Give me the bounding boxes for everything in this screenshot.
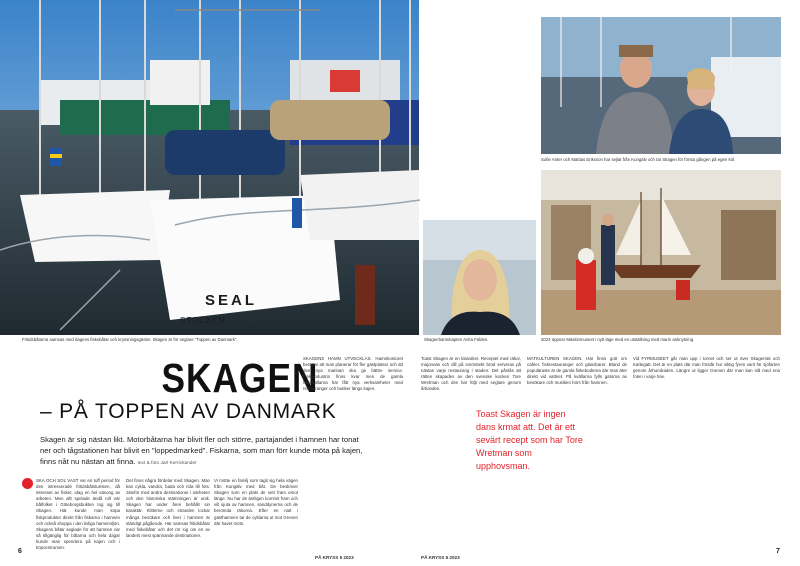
pull-quote: Toast Skagen är ingen dans krmat att. Det är ett sevärt recept som har Tore Wretman som upphovsman. [472, 405, 590, 476]
marina-photo [0, 0, 419, 335]
body-column-4: SKAGENS HAMN UTVECKLAS. Hamnkontoret berättar att man planerar för fler gästplatser och att den nya marinan ska ge bättre service. Fiskeindustrin finns kvar men de gamla fiskehallarna har fått nya verksamheter med restauranger och butiker längs kajen. [303, 356, 403, 392]
body-column-1: SKA OCH SOL VAST var en tuff period för den intresserade fritidsbåtsturisten, då intresset av fisket, idag en hel säsong av arbeten. Men allt spelade ändå roll när båtfolket i Göteborgsbukten tog sig till Skagen. Här kunde man köpa fiskprodukter direkt från fiskarna i hamnen och också shoppa i den livliga hamnmiljön. Skagens båtar seglade för att hamnen var så tillgänglig för båtarna och hela dagar kunde man spendera på kajen och i köpcentrumen. [36, 478, 120, 551]
headline: SKAGEN [161, 355, 319, 401]
page-number-left: 6 [18, 548, 22, 555]
subheadline: – PÅ TOPPEN AV DANMARK [40, 400, 337, 423]
lead-text: Skagen är sig nästan likt. Motorbåtarna har blivit fler och större, partajandet i hamnen har tonat ner och tågstationen har blivit en "loppedmarked". Fiskarna, som man förr kunde möta på kajen, finns nåt nu nästan att finna. [40, 435, 363, 466]
body-column-6: MATKULTUREN SKAGEN. Här finns gott om caféer, fiskrestauranger och glassbarer. Bland de populäraste är de gamla fiskeboderna där man äter direkt vid vattnet. På kvällarna fylls gatorna av besökare och musiken hörs från hamnen. [527, 356, 627, 386]
couple-photo-caption: Sofie Anter och Mattias Eriksson har sejlat från Kungälv och tar Skagen för första gången på egen köl. [541, 157, 736, 162]
magazine-logo-icon [22, 478, 33, 489]
body-column-3: Vi mötte en familj som tagit sig hela vägen från Kungälv med båt. De beskriver Skagen som en plats de sett fram emot länge. Nu har de äntligen kommit fram och vill njuta av hamnen, sanddynerna och de berömda räkorna. Efter en natt i gästhamnen tar de cyklarna ut mot Grenen där havet möts. [214, 478, 298, 526]
byline: text & foto Jarl Kerrickander [137, 461, 197, 466]
footer-magazine-left: PÅ KRYSS 5 2023 [315, 555, 354, 560]
museum-interior-photo [541, 170, 781, 335]
body-column-7: Vid FYRMUSEET går man upp i tornet och ser ut över Skagerrak och Kattegatt. Det är en plats där man förstår hur viktig fyren varit för sjöfarten genom århundraden. Längre ut ligger Grenen där man kan stå med ena foten i varje hav. [633, 356, 780, 380]
svg-text:STOCKEN: STOCKEN [180, 316, 226, 325]
main-photo-caption: Fritidsbåtarna samsas med dagens fiskebåtar och kryssningsgäster. Skagen är för seglare "Toppen av Danmark". [22, 337, 238, 342]
body-column-5: Toast Skagen är en klassiker. Receptet med räkor, majonnäs och dill på smörstekt bröd serveras på nästan varje restaurang i staden. Det påstås att rätten skapades av den svenske kocken Tore Wretman och den har följt med seglare genom årtionden. [421, 356, 521, 392]
svg-text:SEAL: SEAL [205, 292, 258, 309]
footer-magazine-right: PÅ KRYSS 5 2023 [421, 555, 460, 560]
couple-photo [541, 17, 781, 154]
harbor-captain-photo [423, 220, 536, 335]
woman-photo-caption: Skagenhamnkapten Anita Falden. [424, 337, 489, 342]
page-number-right: 7 [776, 548, 780, 555]
body-column-2: Det finns några fördelar med Skagen. Man kan cykla, vandra, bada och rida till fots. Jämför med andra destinationer i närheten och den historiska stämningen är unik. Skagen har under åren behållit sin karaktär. Klitterne och stranden lockar många besökare och livet i hamnen är ständigt pågående. Här samsas fritidsbåtar med fiskebåtar och det rör sig om en av landets mest spännande destinationer. [126, 478, 210, 538]
interior-photo-caption: 2023 öppnar Maskinmuseet i nytt läge med en utställning med marin anknytning. [541, 337, 695, 342]
